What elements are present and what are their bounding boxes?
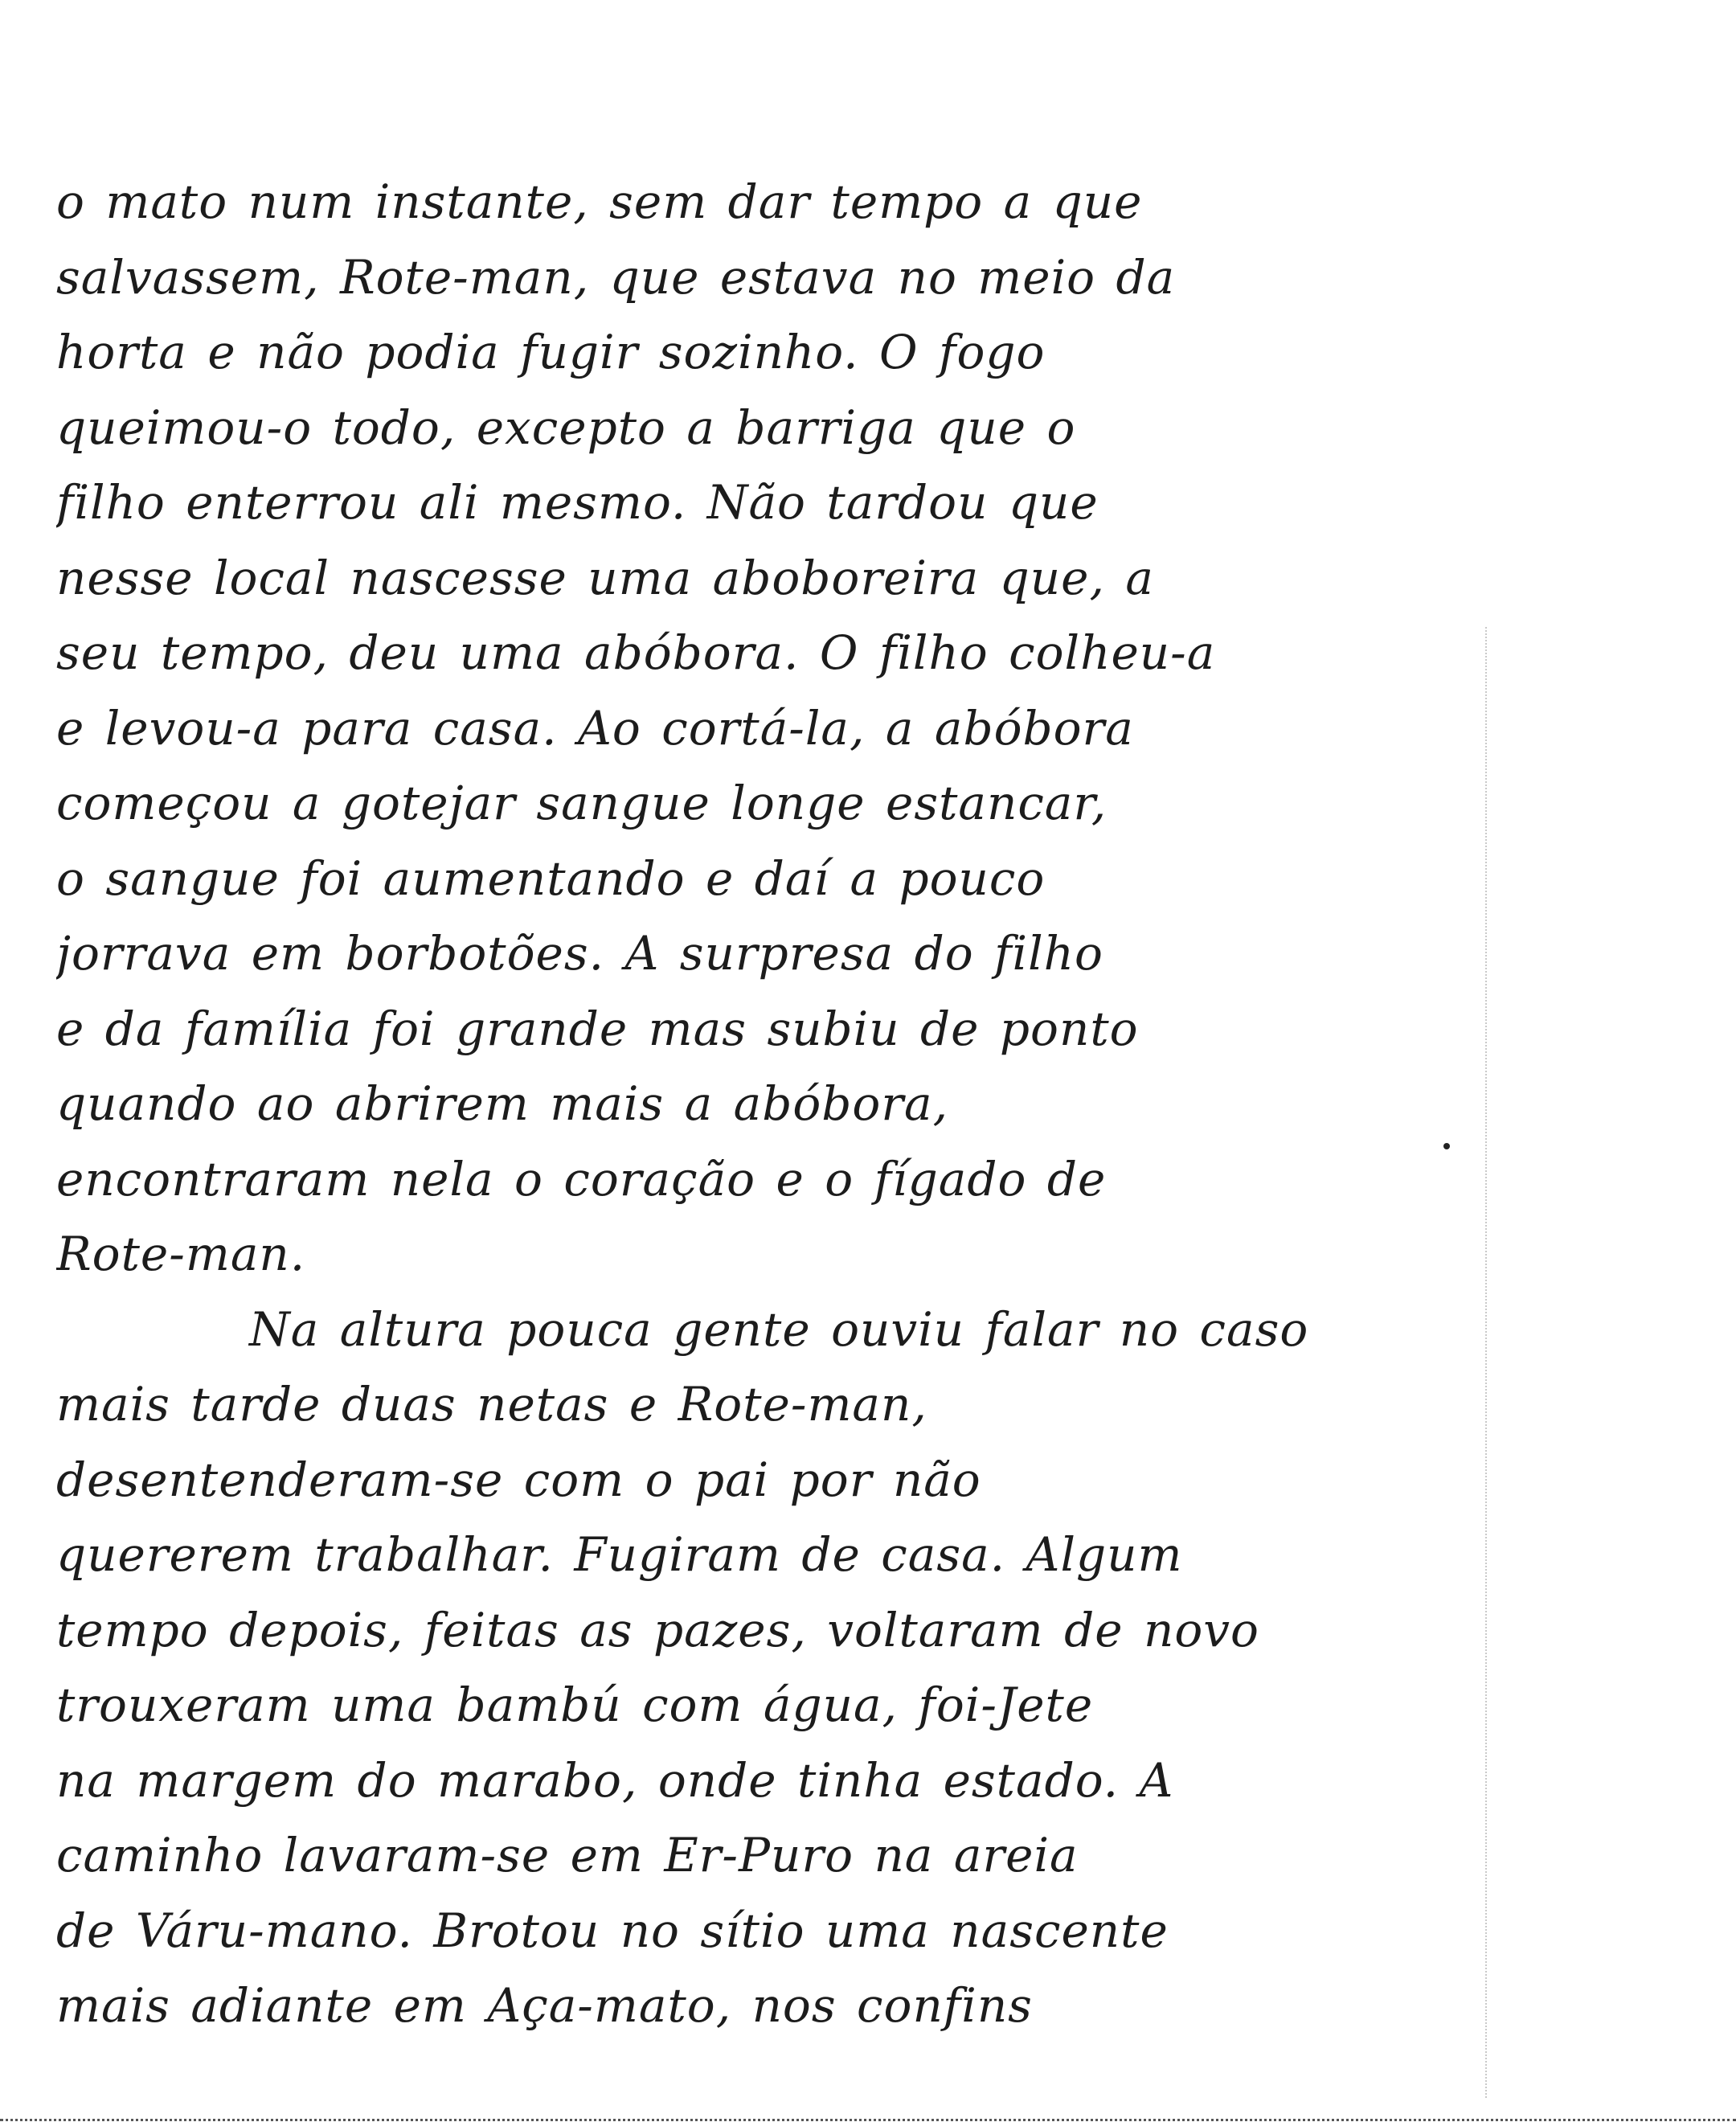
scan-edge-bottom [0, 2119, 1736, 2121]
text-line: nesse local nascesse uma aboboreira que, a [56, 550, 1154, 605]
text-line: salvassem, Rote-man, que estava no meio da [56, 249, 1176, 305]
text-line: o sangue foi aumentando e daí a pouco [56, 850, 1046, 906]
paragraph-start-line: Na altura pouca gente ouviu falar no caso [249, 1301, 1309, 1357]
text-line: e da família foi grande mas subiu de ponto [56, 1001, 1139, 1056]
text-line: trouxeram uma bambú com água, foi-Jete [56, 1678, 1094, 1732]
text-line: o mato num instante, sem dar tempo a que [56, 174, 1143, 229]
ink-dot [1443, 1143, 1450, 1149]
text-line: horta e não podia fugir sozinho. O fogo [56, 325, 1046, 379]
text-line: caminho lavaram-se em Er-Puro na areia [56, 1828, 1079, 1882]
text-line: filho enterrou ali mesmo. Não tardou que [56, 475, 1099, 530]
text-line: e levou-a para casa. Ao cortá-la, a abóbora [56, 700, 1134, 756]
text-line: quando ao abrirem mais a abóbora, [56, 1076, 949, 1131]
text-line: tempo depois, feitas as pazes, voltaram de novo [56, 1602, 1259, 1657]
text-line: mais adiante em Aça-mato, nos confins [56, 1978, 1033, 2033]
text-line: Rote-man. [56, 1227, 306, 1281]
text-line: começou a gotejar sangue longe estancar, [56, 776, 1108, 830]
text-line: na margem do marabo, onde tinha estado. A [56, 1752, 1174, 1808]
text-line: seu tempo, deu uma abóbora. O filho colheu-a [56, 625, 1216, 680]
text-line: de Váru-mano. Brotou no sítio uma nascente [56, 1903, 1169, 1958]
text-line: queimou-o todo, excepto a barriga que o [56, 399, 1076, 455]
text-line: quererem trabalhar. Fugiram de casa. Algum [56, 1527, 1183, 1582]
scan-edge-right [1485, 627, 1487, 2098]
text-line: encontraram nela o coração e o fígado de [56, 1151, 1107, 1206]
text-line: mais tarde duas netas e Rote-man, [56, 1377, 927, 1432]
text-line: desentenderam-se com o pai por não [56, 1452, 981, 1507]
handwritten-text [56, 165, 1632, 2044]
text-line: jorrava em borbotões. A surpresa do filho [56, 926, 1103, 981]
